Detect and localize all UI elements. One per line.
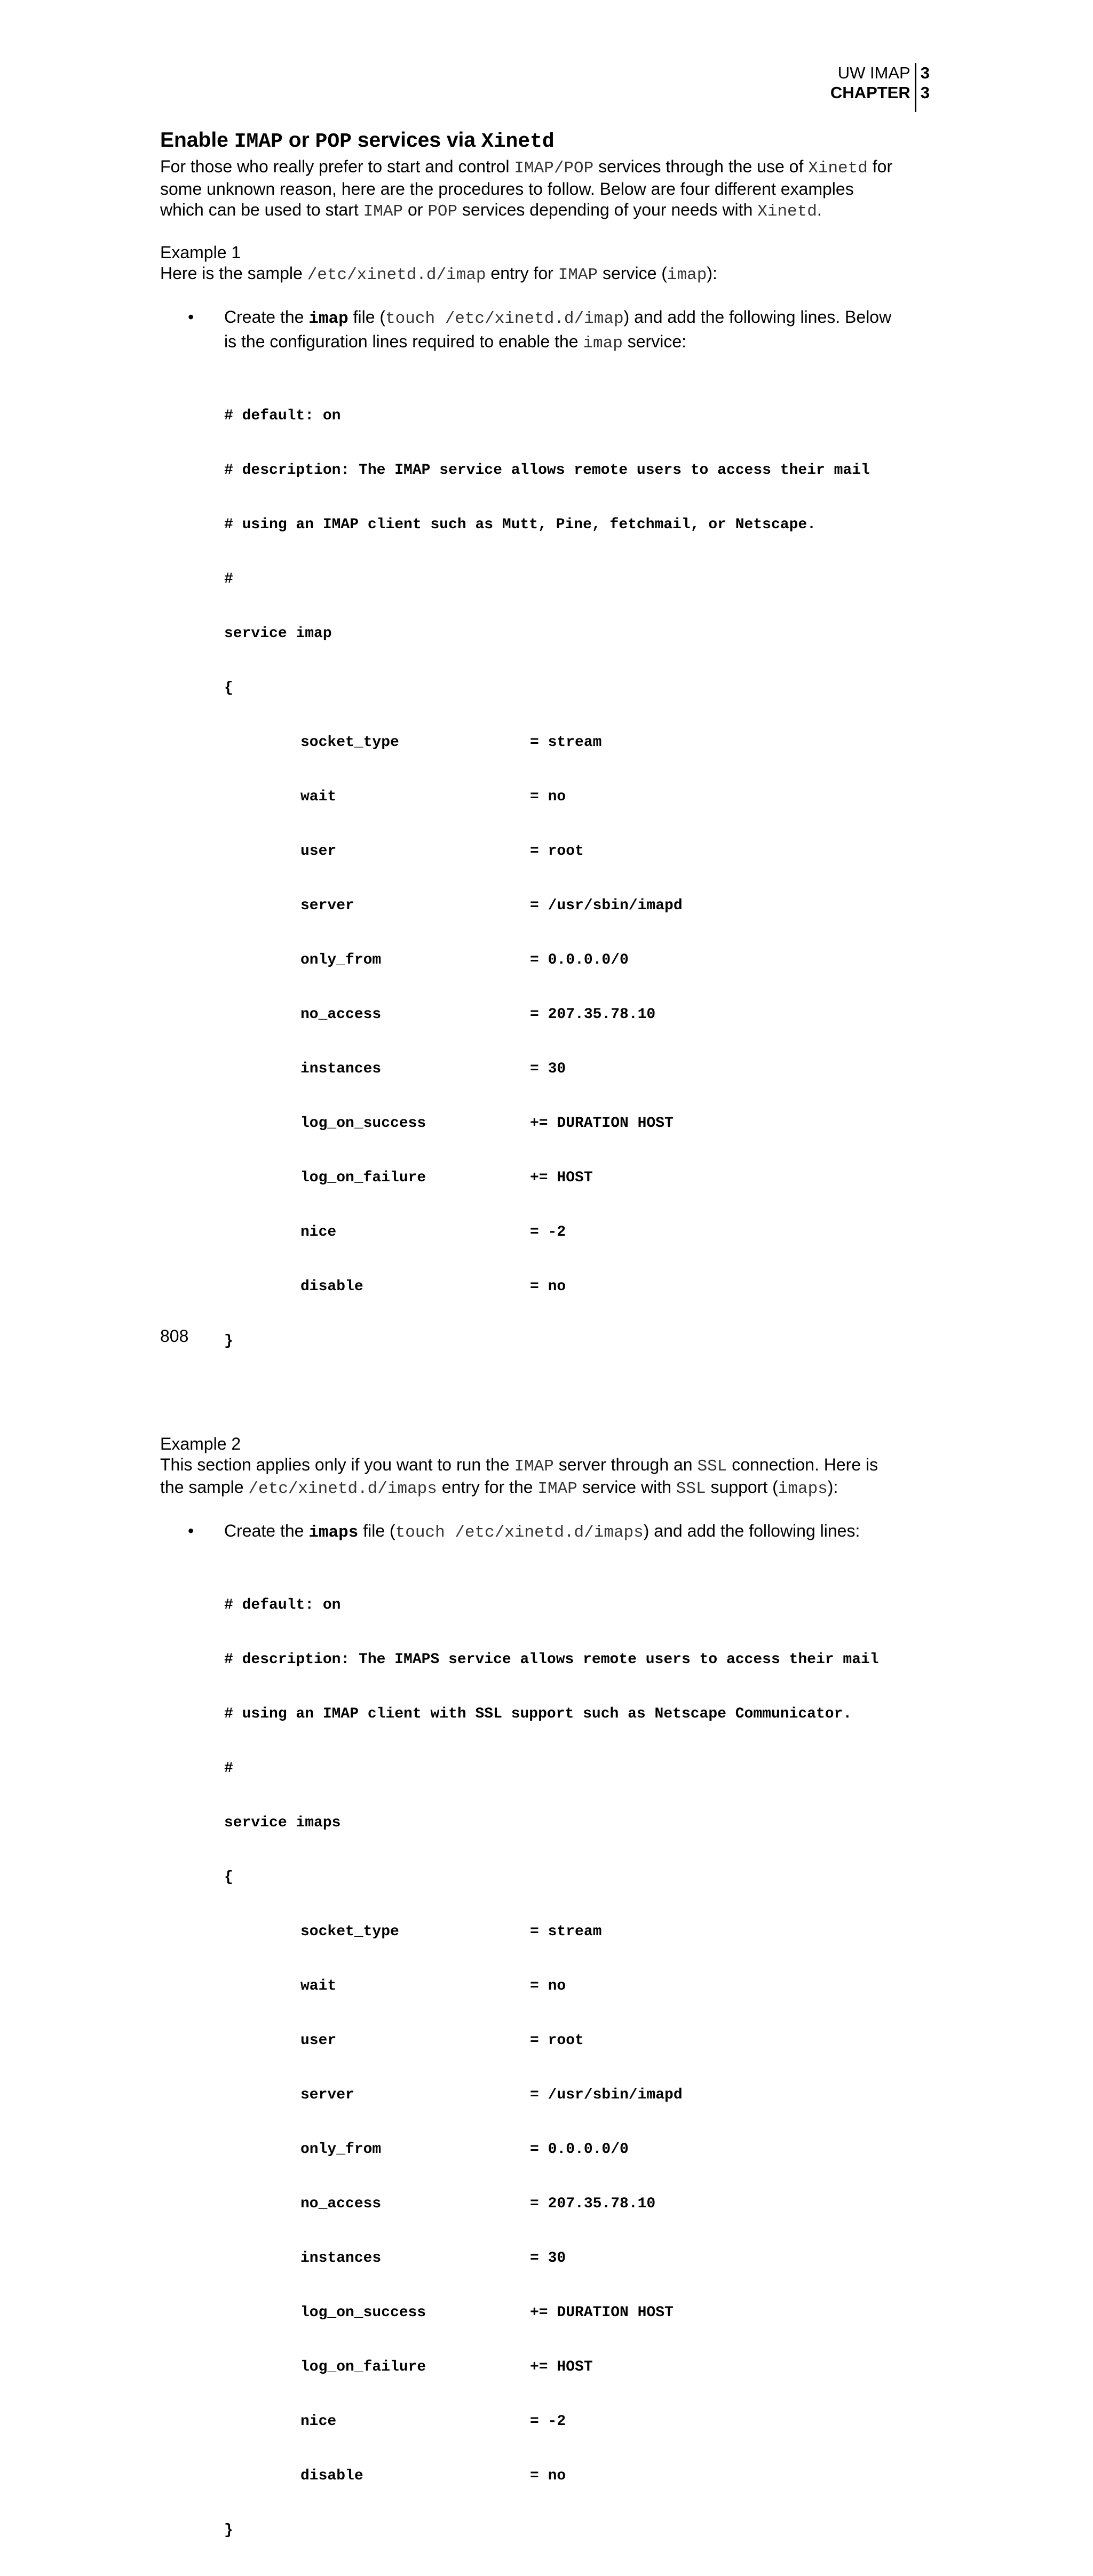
config-row: socket_type = stream (300, 734, 602, 751)
code-line: } (224, 1333, 233, 1349)
example-2-bullet (188, 1520, 934, 1544)
code-line: # using an IMAP client with SSL support such as Netscape Communicator. (224, 1706, 852, 1722)
bullet-text: Create the imaps file (touch /etc/xinetd.d/imaps) and add the following lines: (224, 1521, 860, 1542)
section-title: Enable IMAP or POP services via Xinetd (160, 129, 555, 153)
code-line: # default: on (224, 1597, 341, 1613)
config-row: socket_type = stream (300, 1923, 602, 1940)
config-row: user = root (300, 843, 584, 860)
example-2-heading: Example 2 (160, 1434, 241, 1453)
code-line: # description: The IMAP service allows remote users to access their mail (224, 462, 870, 479)
example-2-description: This section applies only if you want to run the IMAP server through an SSL connection. Here is the sample /etc/xinetd.d/imaps entry for the IMAP service with SSL support (imaps): (160, 1455, 878, 1498)
chapter-number: 3 (920, 83, 930, 102)
config-row: wait = no (300, 1978, 566, 1994)
code-line: { (224, 1869, 233, 1886)
config-row: no_access = 207.35.78.10 (300, 1006, 656, 1023)
config-row: log_on_failure += HOST (300, 1170, 593, 1186)
running-header-labels (830, 63, 915, 112)
config-row: instances = 30 (300, 1061, 566, 1077)
config-row: wait = no (300, 789, 566, 805)
config-row: disable = no (300, 2468, 566, 2484)
code-line: service imap (224, 625, 332, 642)
running-header (830, 63, 930, 112)
running-header-numbers (916, 63, 930, 112)
code-line: } (224, 2522, 233, 2539)
config-row: log_on_failure += HOST (300, 2359, 593, 2375)
example-1-code-block (224, 371, 934, 1387)
config-row: only_from = 0.0.0.0/0 (300, 952, 629, 968)
config-row: only_from = 0.0.0.0/0 (300, 2141, 629, 2158)
config-row: nice = -2 (300, 1224, 566, 1241)
bullet-point: • (188, 1521, 194, 1540)
config-row: user = root (300, 2032, 584, 2049)
code-line: # (224, 1760, 233, 1777)
config-row: nice = -2 (300, 2413, 566, 2430)
config-row: log_on_success += DURATION HOST (300, 1115, 674, 1132)
code-line: service imaps (224, 1815, 341, 1831)
bullet-point: • (188, 307, 194, 327)
config-row: no_access = 207.35.78.10 (300, 2196, 656, 2212)
code-line: { (224, 680, 233, 696)
code-line: # (224, 571, 233, 587)
book-title: UW IMAP (837, 63, 910, 82)
config-row: instances = 30 (300, 2250, 566, 2267)
example-1-heading: Example 1 (160, 243, 241, 262)
code-line: # default: on (224, 408, 341, 424)
code-line: # description: The IMAPS service allows remote users to access their mail (224, 1651, 879, 1668)
example-1-bullet (188, 306, 934, 355)
intro-paragraph: For those who really prefer to start and control IMAP/POP services through the use of Xinetd for some unknown reason, here are the procedures to follow. Below are four different examples which can be used to start IMAP or POP services depending of your needs with Xinetd. (160, 157, 893, 221)
bullet-text: Create the imap file (touch /etc/xinetd.d/imap) and add the following lines. Below is the configuration lines required to enable the imap service: (224, 307, 892, 353)
config-row: log_on_success += DURATION HOST (300, 2304, 674, 2321)
page-content (160, 126, 934, 2576)
config-row: server = /usr/sbin/imapd (300, 2087, 683, 2103)
config-row: server = /usr/sbin/imapd (300, 897, 683, 914)
example-1-description: Here is the sample /etc/xinetd.d/imap entry for IMAP service (imap): (160, 264, 717, 284)
part-number: 3 (920, 63, 930, 82)
chapter-label: CHAPTER (830, 83, 910, 102)
code-line: # using an IMAP client such as Mutt, Pine, fetchmail, or Netscape. (224, 516, 816, 533)
page-number: 808 (160, 1326, 189, 1346)
example-2-code-block (224, 1560, 934, 2576)
config-row: disable = no (300, 1278, 566, 1295)
